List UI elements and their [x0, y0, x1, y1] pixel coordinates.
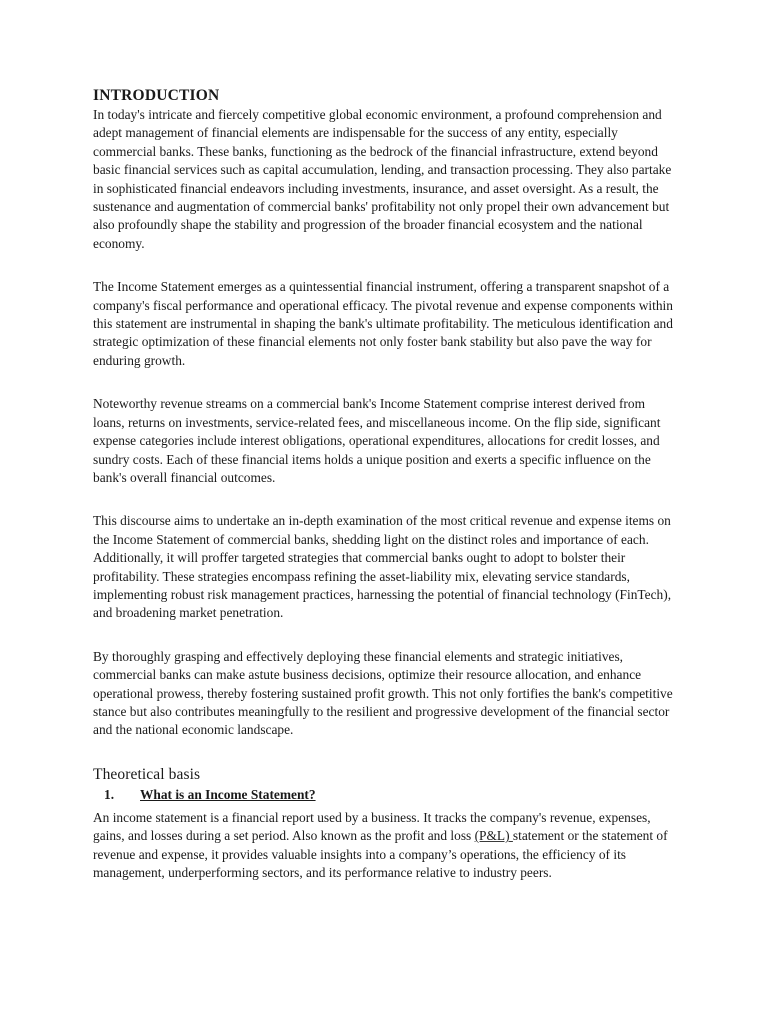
paragraph-spacer [93, 623, 678, 648]
pl-link-text: (P&L) [474, 828, 513, 844]
intro-paragraph-5: By thoroughly grasping and effectively deploying these financial elements and strategic initiatives, commercial banks can make astute business decisions, optimize their resource allocation, and enhance operational prowess, thereby fostering sustained profit growth. This not only fortifies the bank's competitive stance but also contributes meaningfully to the resilient and progressive development of the financial sector and the national economic landscape. [93, 648, 673, 738]
introduction-heading: INTRODUCTION [93, 87, 220, 104]
intro-paragraph-3: Noteworthy revenue streams on a commercial bank's Income Statement comprise interest derived from loans, returns on investments, service-related fees, and miscellaneous income. On the flip side, significant expense categories include interest obligations, operational expenditures, allocations for credit losses, and sundry costs. Each of these financial items holds a unique position and exerts a specific influence on the bank's overall financial outcomes. [93, 396, 661, 485]
intro-paragraph-4: This discourse aims to undertake an in-depth examination of the most critical revenue and expense items on the Income Statement of commercial banks, shedding light on the distinct roles and importance of each. Additionally, it will proffer targeted strategies that commercial banks ought to adopt to bolster their profitability. These strategies encompass refining the asset-liability mix, elevating service standards, implementing robust risk management practices, harnessing the potential of financial technology (FinTech), and broadening market penetration. [93, 513, 672, 621]
intro-paragraph-2: The Income Statement emerges as a quintessential financial instrument, offering a transparent snapshot of a company's fiscal performance and operational efficacy. The pivotal revenue and expense components within this statement are instrumental in shaping the bank's ultimate profitability. The meticulous identification and strategic optimization of these financial elements not only foster bank stability but also pave the way for enduring growth. [93, 279, 673, 368]
document-page [93, 86, 678, 882]
theoretical-basis-heading: Theoretical basis [93, 765, 201, 783]
section-spacer [93, 740, 678, 765]
list-number: 1. [104, 786, 115, 802]
numbered-subheading [93, 785, 678, 805]
paragraph-text-start: An income statement is a financial report used by a business. It tracks the company's revenue, expenses, gains, and losses during a set period. Also known as the profit and loss [93, 809, 651, 844]
income-statement-paragraph [93, 809, 678, 883]
paragraph-spacer [93, 253, 678, 278]
paragraph-text-end: statement or the statement of revenue and expense, it provides valuable insights into a company’s operations, the efficiency of its management, underperforming sectors, and its performance relative to industry peers. [93, 828, 668, 880]
subheading-title: What is an Income Statement? [140, 786, 316, 802]
intro-paragraph-1: In today's intricate and fiercely competitive global economic environment, a profound comprehension and adept management of financial elements are indispensable for the success of any entity, especially commercial banks. These banks, functioning as the bedrock of the financial infrastructure, extend beyond basic financial services such as capital accumulation, lending, and transaction processing. They also partake in sophisticated financial endeavors including investments, insurance, and asset oversight. As a result, the sustenance and augmentation of commercial banks' profitability not only propel their own advancement but also profoundly shape the stability and progression of the broader financial ecosystem and the national economy. [93, 107, 672, 251]
paragraph-spacer [93, 487, 678, 512]
paragraph-spacer [93, 370, 678, 395]
